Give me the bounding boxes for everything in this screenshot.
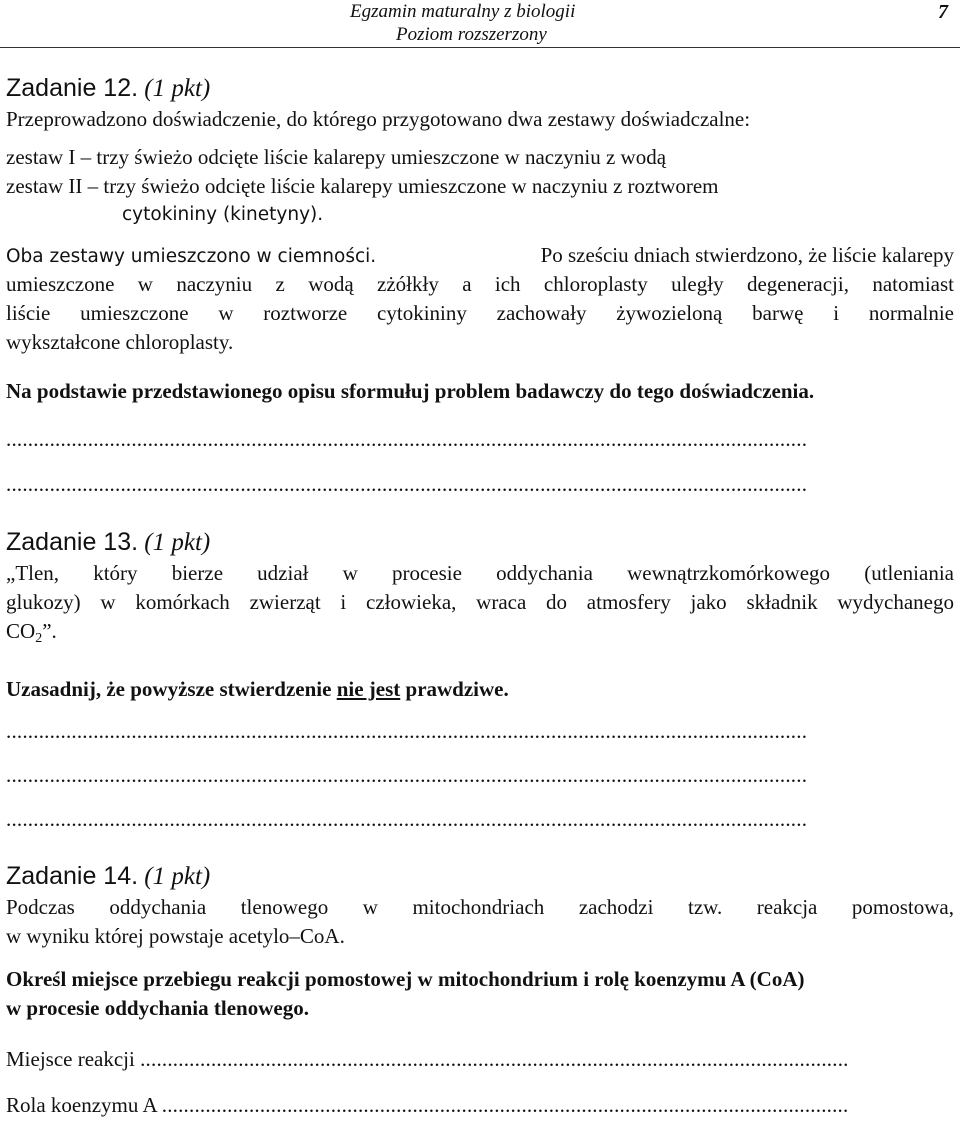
task-13-quote-line-3: $CO_2$”. — [6, 619, 57, 646]
task-12-instruction: Na podstawie przedstawionego opisu sformułuj problem badawczy do tego doświadczenia. — [6, 379, 815, 403]
task-13-answer-field-1[interactable]: ................................................................................................................................................... — [6, 719, 808, 743]
task-12-answer-field-1[interactable]: ................................................................................................................................................... — [6, 427, 808, 451]
task-13-heading — [6, 527, 210, 558]
task-13-instruction: Uzasadnij, że powyższe stwierdzenie nie jest prawdziwe. — [6, 677, 509, 701]
task-13-answer-field-3[interactable]: ................................................................................................................................................... — [6, 807, 808, 831]
task-14-field-role — [6, 1092, 954, 1118]
location-label: Miejsce reakcji — [6, 1047, 135, 1071]
location-answer-field[interactable]: .................................................................................................................................. — [140, 1047, 849, 1071]
page-number: 7 — [938, 1, 948, 23]
task-12-answer-field-2[interactable]: ................................................................................................................................................... — [6, 472, 808, 496]
task-12-heading — [6, 73, 210, 104]
task-13-quote-line-2: glukozy) w komórkach zwierząt i człowieka, wraca do atmosfery jako składnik wydychanego — [6, 590, 954, 614]
task-14-text-line-2: w wyniku której powstaje acetylo–CoA. — [6, 924, 345, 948]
task-12-text-line: Przeprowadzono doświadczenie, do którego przygotowano dwa zestawy doświadczalne: — [6, 107, 751, 131]
task-12-number: Zadanie 12. — [6, 74, 139, 102]
task-13-points: (1 pkt) — [144, 529, 211, 556]
exam-title: Egzamin maturalny z biologii — [350, 1, 576, 22]
task-13-answer-field-2[interactable]: ................................................................................................................................................... — [6, 763, 808, 787]
task-13-quote-line-1: „Tlen, który bierze udział w procesie oddychania wewnątrzkomórkowego (utleniania — [6, 561, 954, 585]
task-14-instruction-line-1: Określ miejsce przebiegu reakcji pomostowej w mitochondrium i rolę koenzymu A (CoA) — [6, 967, 805, 991]
task-14-field-location — [6, 1046, 954, 1072]
task-12-set-1: zestaw I – trzy świeżo odcięte liście kalarepy umieszczone w naczyniu z wodą — [6, 145, 667, 169]
task-12-points: (1 pkt) — [144, 75, 211, 102]
task-12-set-2: zestaw II – trzy świeżo odcięte liście kalarepy umieszczone w naczyniu z roztworem — [6, 174, 719, 198]
task-14-instruction-line-2: w procesie oddychania tlenowego. — [6, 996, 309, 1020]
task-14-points: (1 pkt) — [144, 863, 211, 890]
role-answer-field[interactable]: .............................................................................................................................. — [161, 1093, 849, 1117]
task-13-number: Zadanie 13. — [6, 528, 139, 556]
task-14-number: Zadanie 14. — [6, 862, 139, 890]
task-12-description-line-4: wykształcone chloroplasty. — [6, 330, 234, 354]
role-label: Rola koenzymu A — [6, 1093, 157, 1117]
task-12-description-line-3: liście umieszczone w roztworze cytokininy zachowały żywozieloną barwę i normalnie — [6, 301, 954, 325]
exam-level: Poziom rozszerzony — [396, 24, 547, 45]
task-14-text-line-1: Podczas oddychania tlenowego w mitochondriach zachodzi tzw. reakcja pomostowa, — [6, 895, 954, 919]
task-12-set-2-cont: cytokininy (kinetyny). — [122, 204, 324, 225]
task-12-description-line-1: Oba zestawy umieszczono w ciemności. Po sześciu dniach stwierdzono, że liście kalarepy — [6, 243, 954, 267]
task-14-heading — [6, 861, 210, 892]
header-divider — [0, 47, 960, 48]
task-12-description-line-2: umieszczone w naczyniu z wodą zżółkły a ich chloroplasty uległy degeneracji, natomiast — [6, 272, 954, 296]
co2-subscript: 2 — [35, 631, 43, 646]
